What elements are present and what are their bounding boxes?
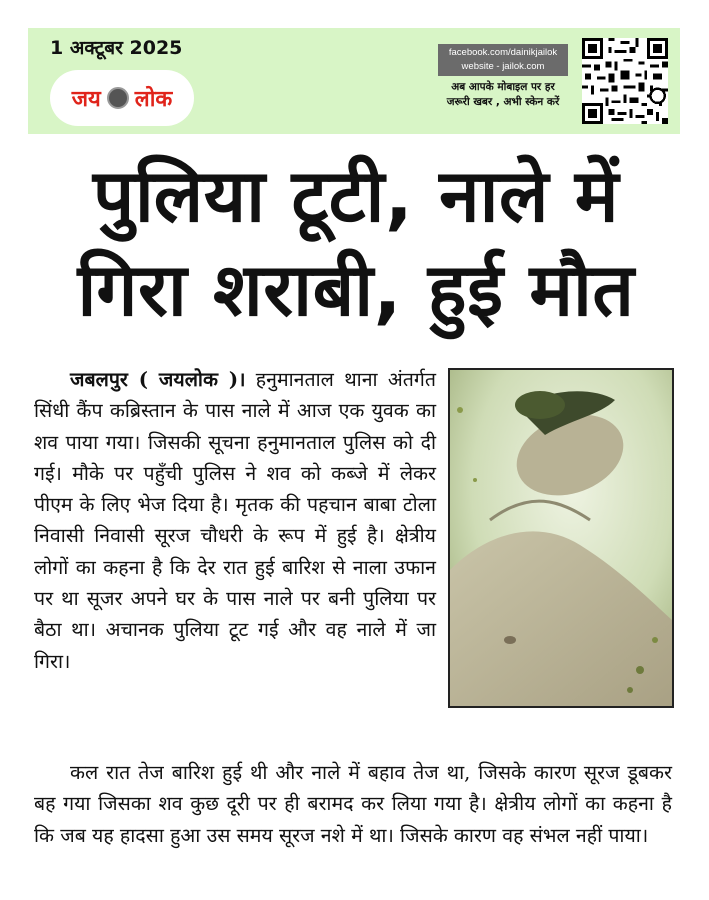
scan-prompt-line2: जरूरी खबर , अभी स्केन करें [446, 96, 560, 108]
headline-line-1: पुलिया टूटी, नाले में [92, 154, 620, 239]
article-paragraph-1 [34, 364, 436, 677]
article-paragraph-2 [34, 757, 672, 851]
jailok-logo[interactable] [50, 70, 194, 126]
facebook-link[interactable]: facebook.com/dainikjailok [448, 47, 558, 58]
qr-code-icon[interactable] [582, 36, 668, 126]
issue-date: 1 अक्टूबर 2025 [50, 37, 183, 59]
headline [36, 150, 676, 338]
paragraph-2-text: कल रात तेज बारिश हुई थी और नाले में बहाव तेज था, जिसके कारण सूरज डूबकर बह गया जिसका शव कुछ दूरी पर ही बरामद कर लिया गया है। क्षेत्रीय लोगों का कहना है कि जब यह हादसा हुआ उस समय सूरज नशे में था। जिसके कारण वह संभल नहीं पाया। [34, 761, 672, 847]
social-links-box[interactable] [438, 44, 568, 76]
paragraph-1-text: हनुमानताल थाना अंतर्गत सिंधी कैंप कब्रिस्तान के पास नाले में आज एक युवक का शव पाया गया। जिसकी सूचना हनुमानताल पुलिस को दी गई। मौके पर पहुँची पुलिस ने शव को कब्जे में लेकर पीएम के लिए भेज दिया है। मृतक की पहचान बाबा टोला निवासी निवासी सूरज चौधरी के रूप में हुई है। क्षेत्रीय लोगों का कहना है कि देर रात हुई बारिश से नाला उफान पर था सूजर अपने घर के पास नाले पर बनी पुलिया पर बैठा था। अचानक पुलिया टूट गई और वह नाले में जा गिरा। [34, 368, 436, 673]
news-photo [448, 368, 674, 708]
scan-prompt [432, 80, 574, 110]
website-link[interactable]: website - jailok.com [461, 61, 545, 72]
logo-left-text: जय [71, 87, 101, 112]
scan-prompt-line1: अब आपके मोबाइल पर हर [451, 81, 555, 93]
logo-right-text: लोक [134, 87, 173, 112]
masthead-banner [28, 28, 680, 134]
victim-photo-image [450, 370, 672, 706]
logo-emblem-icon [107, 87, 129, 109]
headline-line-2: गिरा शराबी, हुई मौत [77, 248, 635, 333]
dateline: जबलपुर ( जयलोक )। [70, 368, 246, 391]
